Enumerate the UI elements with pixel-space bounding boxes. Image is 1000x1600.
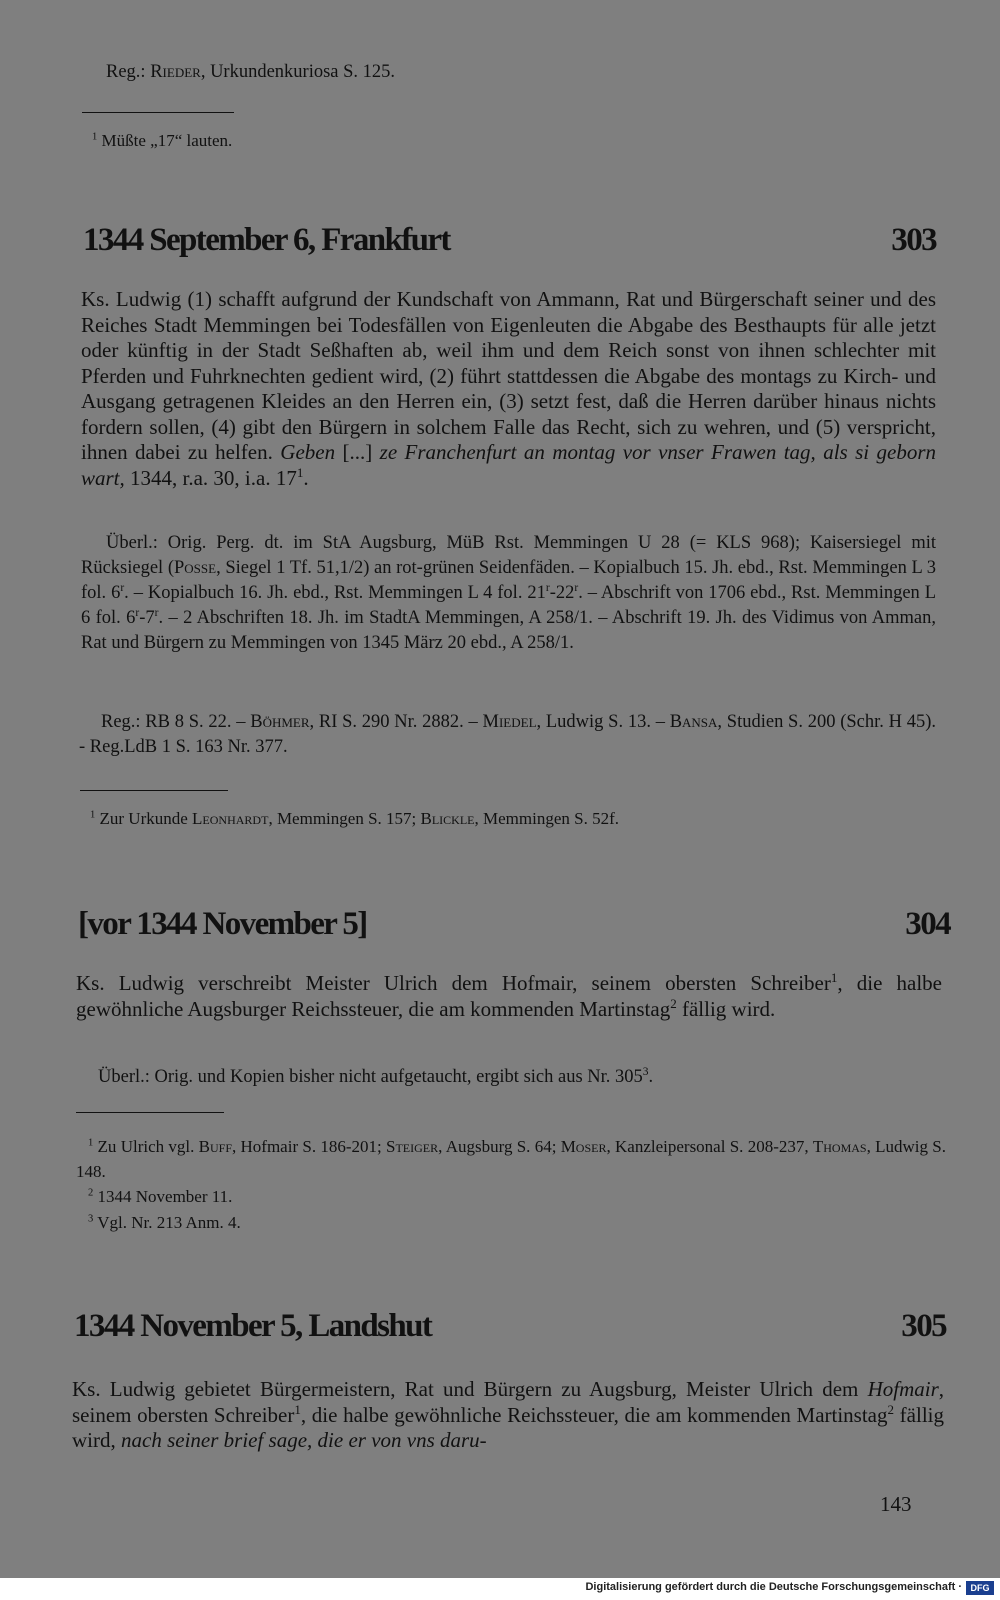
- footnote: $^1$ Zu Ulrich vgl. Buff, Hofmair S. 186-201; Steiger, Augsburg S. 64; Moser, Kanzleipersonal S. 208-237, Thomas, Ludwig S. 148.: [76, 1137, 946, 1181]
- entry-date: 1344 November 5, Landshut: [74, 1308, 432, 1344]
- credit-bar: [0, 1578, 1000, 1600]
- entry-number: 304: [905, 906, 950, 942]
- credit-text: Digitalisierung gefördert durch die Deutsche Forschungsgemeinschaft ·: [585, 1581, 962, 1593]
- entry-regest: Ks. Ludwig gebietet Bürgermeistern, Rat und Bürgern zu Augsburg, Meister Ulrich dem Hofmair, seinem obersten Schreiber$^1$, die halbe gewöhnliche Reichssteuer, die am kommenden Martinstag$^2$ fällig wird, nach seiner brief sage, die er von vns daru-: [72, 1377, 944, 1452]
- entry-number: 305: [901, 1308, 946, 1344]
- author-name: Rieder: [150, 62, 201, 82]
- entry-ueberlieferung: Überl.: Orig. Perg. dt. im StA Augsburg, MüB Rst. Memmingen U 28 (= KLS 968); Kaisersiegel mit Rücksiegel (Posse, Siegel 1 Tf. 51,1/2) an rot-grünen Seidenfäden. – Kopialbuch 15. Jh. ebd., Rst. Memmingen L 3 fol. 6$^r$. – Kopialbuch 16. Jh. ebd., Rst. Memmingen L 4 fol. 21$^r$-22$^r$. – Abschrift von 1706 ebd., Rst. Memmingen L 6 fol. 6$^r$-7$^r$. – 2 Abschriften 18. Jh. im StadtA Memmingen, A 258/1. – Abschrift 19. Jh. des Vidimus von Amman, Rat und Bürgern zu Memmingen von 1345 März 20 ebd., A 258/1.: [81, 533, 937, 653]
- footnote-rule: [76, 1112, 224, 1113]
- entry-regesten: Reg.: RB 8 S. 22. – Böhmer, RI S. 290 Nr. 2882. – Miedel, Ludwig S. 13. – Bansa, Studien S. 200 (Schr. H 45). - Reg.LdB 1 S. 163 Nr. 377.: [79, 712, 937, 757]
- footnote-rule: [82, 112, 234, 113]
- entry-heading: [78, 906, 950, 943]
- entry-heading: [83, 222, 936, 259]
- footnote-rule: [80, 790, 228, 791]
- entry-number: 303: [891, 222, 936, 258]
- entry-date: [vor 1344 November 5]: [78, 906, 367, 942]
- page-number: 143: [880, 1492, 912, 1516]
- footnote: $^1$ Zur Urkunde Leonhardt, Memmingen S. 157; Blickle, Memmingen S. 52f.: [90, 809, 619, 828]
- footnote: $^1$ Müßte „17“ lauten.: [92, 131, 233, 150]
- entry-date: 1344 September 6, Frankfurt: [83, 222, 450, 258]
- dfg-logo: DFG: [966, 1581, 994, 1595]
- reg-line-prev: Reg.: Rieder, Urkundenkuriosa S. 125.: [106, 62, 396, 82]
- entry-regest: Ks. Ludwig (1) schafft aufgrund der Kundschaft von Ammann, Rat und Bürgerschaft seiner und des Reiches Stadt Memmingen bei Todesfällen von Eigenleuten die Abgabe des Besthaupts für alle jetzt oder künftig in der Stadt Seßhaften ab, weil ihm und dem Reich sonst von ihnen schlechter mit Pferden und Fuhrknechten gedient wird, (2) führt stattdessen die Abgabe des montags zu Kirch- und Ausgang getragenen Kleides an den Herren ein, (3) setzt fest, daß die Herren darüber hinaus nichts fordern sollen, (4) gibt den Bürgern in solchem Falle das Recht, sich zu wehren, und (5) verspricht, ihnen dabei zu helfen. Geben [...] ze Franchenfurt an montag vor vnser Frawen tag, als si geborn wart, 1344, r.a. 30, i.a. $17^1$.: [81, 287, 937, 490]
- entry-heading: [74, 1308, 946, 1345]
- entry-regest: Ks. Ludwig verschreibt Meister Ulrich dem Hofmair, seinem obersten Schreiber$^1$, die halbe gewöhnliche Augsburger Reichssteuer, die am kommenden Martinstag$^2$ fällig wird.: [76, 970, 942, 1021]
- footnote: $^2$ 1344 November 11.: [88, 1187, 233, 1206]
- entry-ueberlieferung: Überl.: Orig. und Kopien bisher nicht aufgetaucht, ergibt sich aus Nr. $305^3$.: [98, 1065, 654, 1087]
- footnote: $^3$ Vgl. Nr. 213 Anm. 4.: [88, 1213, 241, 1232]
